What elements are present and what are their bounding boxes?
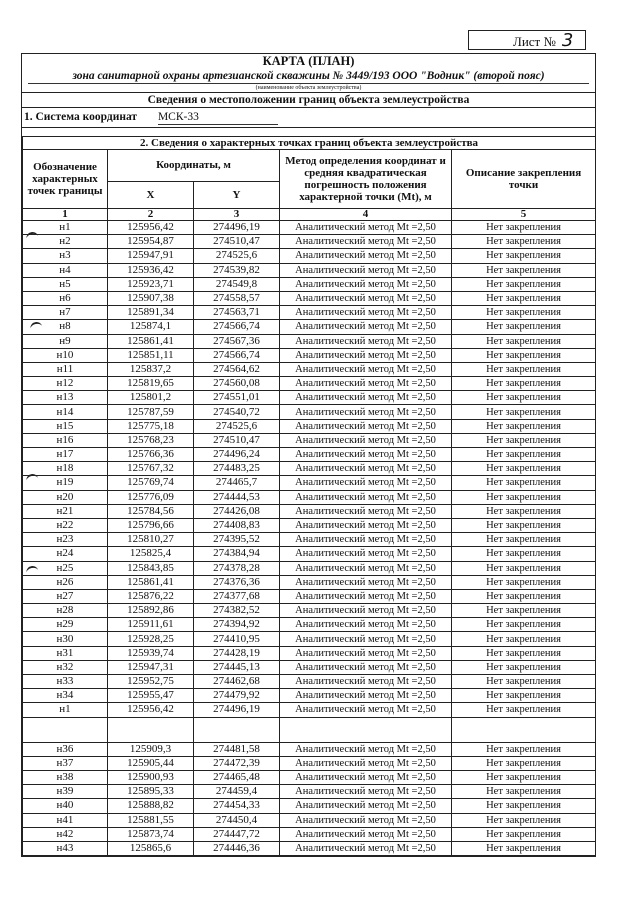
fix-cell: Нет закрепления xyxy=(452,770,596,784)
point-name: н5 xyxy=(23,277,108,291)
table-row xyxy=(23,348,596,362)
coord-y: 274567,36 xyxy=(194,334,280,348)
coord-x: 125810,27 xyxy=(108,533,194,547)
coord-y: 274395,52 xyxy=(194,533,280,547)
coord-system-value: МСК-33 xyxy=(158,110,278,125)
fix-cell: Нет закрепления xyxy=(452,235,596,249)
coord-y: 274447,72 xyxy=(194,827,280,841)
coord-x: 125861,41 xyxy=(108,575,194,589)
coord-y: 274465,7 xyxy=(194,476,280,490)
method-cell: Аналитический метод Mt =2,50 xyxy=(280,235,452,249)
coord-x: 125843,85 xyxy=(108,561,194,575)
table-row xyxy=(23,504,596,518)
method-cell: Аналитический метод Mt =2,50 xyxy=(280,334,452,348)
coord-x: 125874,1 xyxy=(108,320,194,334)
coord-y: 274539,82 xyxy=(194,263,280,277)
separator-row xyxy=(23,717,596,742)
table-row xyxy=(23,813,596,827)
method-cell: Аналитический метод Mt =2,50 xyxy=(280,405,452,419)
fix-cell: Нет закрепления xyxy=(452,348,596,362)
coord-x: 125928,25 xyxy=(108,632,194,646)
fix-cell: Нет закрепления xyxy=(452,249,596,263)
object-name: зона санитарной охраны артезианской скважины № 3449/193 ООО "Водник" (второй пояс) xyxy=(28,69,589,84)
sheet-label: Лист № xyxy=(513,34,556,49)
method-cell: Аналитический метод Mt =2,50 xyxy=(280,827,452,841)
sheet-number-box xyxy=(468,30,586,50)
fix-cell: Нет закрепления xyxy=(452,391,596,405)
coord-y: 274560,08 xyxy=(194,377,280,391)
coord-x: 125956,42 xyxy=(108,221,194,235)
table-row xyxy=(23,589,596,603)
coord-y: 274483,25 xyxy=(194,462,280,476)
table-row xyxy=(23,419,596,433)
method-cell: Аналитический метод Mt =2,50 xyxy=(280,604,452,618)
table-row xyxy=(23,362,596,376)
table-row xyxy=(23,756,596,770)
table-row xyxy=(23,632,596,646)
method-cell: Аналитический метод Mt =2,50 xyxy=(280,533,452,547)
point-name: н29 xyxy=(23,618,108,632)
coord-x: 125768,23 xyxy=(108,433,194,447)
point-name: н8 xyxy=(23,320,108,334)
point-name: н6 xyxy=(23,291,108,305)
table-row xyxy=(23,334,596,348)
point-name: н14 xyxy=(23,405,108,419)
table-row xyxy=(23,799,596,813)
col-number: 4 xyxy=(280,209,452,221)
method-cell: Аналитический метод Mt =2,50 xyxy=(280,660,452,674)
point-name: н38 xyxy=(23,770,108,784)
method-cell: Аналитический метод Mt =2,50 xyxy=(280,689,452,703)
col-number: 1 xyxy=(23,209,108,221)
table-row xyxy=(23,675,596,689)
point-name: н33 xyxy=(23,675,108,689)
fix-cell: Нет закрепления xyxy=(452,533,596,547)
coord-y: 274382,52 xyxy=(194,604,280,618)
table-row xyxy=(23,306,596,320)
method-cell: Аналитический метод Mt =2,50 xyxy=(280,419,452,433)
fix-cell: Нет закрепления xyxy=(452,742,596,756)
coord-y: 274377,68 xyxy=(194,589,280,603)
coord-y: 274525,6 xyxy=(194,249,280,263)
coord-x: 125892,86 xyxy=(108,604,194,618)
table-row xyxy=(23,405,596,419)
coord-x: 125851,11 xyxy=(108,348,194,362)
coord-y: 274465,48 xyxy=(194,770,280,784)
coord-x: 125819,65 xyxy=(108,377,194,391)
point-name: н19 xyxy=(23,476,108,490)
method-cell: Аналитический метод Mt =2,50 xyxy=(280,561,452,575)
point-name: н31 xyxy=(23,646,108,660)
fix-cell: Нет закрепления xyxy=(452,632,596,646)
table-row xyxy=(23,533,596,547)
col-coords-header: Координаты, м xyxy=(108,150,280,182)
coord-x: 125766,36 xyxy=(108,448,194,462)
point-name: н25 xyxy=(23,561,108,575)
coord-y: 274481,58 xyxy=(194,742,280,756)
table-row xyxy=(23,291,596,305)
method-cell: Аналитический метод Mt =2,50 xyxy=(280,618,452,632)
coord-x: 125801,2 xyxy=(108,391,194,405)
fix-cell: Нет закрепления xyxy=(452,448,596,462)
point-name: н41 xyxy=(23,813,108,827)
coord-x: 125775,18 xyxy=(108,419,194,433)
coord-x: 125776,09 xyxy=(108,490,194,504)
point-name: н17 xyxy=(23,448,108,462)
coord-x: 125865,6 xyxy=(108,841,194,855)
fix-cell: Нет закрепления xyxy=(452,419,596,433)
method-cell: Аналитический метод Mt =2,50 xyxy=(280,756,452,770)
method-cell: Аналитический метод Mt =2,50 xyxy=(280,291,452,305)
coord-y: 274479,92 xyxy=(194,689,280,703)
coord-x: 125881,55 xyxy=(108,813,194,827)
coord-y: 274496,24 xyxy=(194,448,280,462)
point-name: н15 xyxy=(23,419,108,433)
coord-y: 274450,4 xyxy=(194,813,280,827)
table-row xyxy=(23,235,596,249)
fix-cell: Нет закрепления xyxy=(452,263,596,277)
method-cell: Аналитический метод Mt =2,50 xyxy=(280,841,452,855)
point-name: н4 xyxy=(23,263,108,277)
table-row xyxy=(23,660,596,674)
method-cell: Аналитический метод Mt =2,50 xyxy=(280,742,452,756)
point-name: н16 xyxy=(23,433,108,447)
point-name: н34 xyxy=(23,689,108,703)
method-cell: Аналитический метод Mt =2,50 xyxy=(280,476,452,490)
fix-cell: Нет закрепления xyxy=(452,689,596,703)
coord-y: 274540,72 xyxy=(194,405,280,419)
section-points-heading: 2. Сведения о характерных точках границ объекта землеустройства xyxy=(23,137,596,150)
point-name: н40 xyxy=(23,799,108,813)
method-cell: Аналитический метод Mt =2,50 xyxy=(280,277,452,291)
coord-x: 125909,3 xyxy=(108,742,194,756)
fix-cell: Нет закрепления xyxy=(452,660,596,674)
coord-x: 125936,42 xyxy=(108,263,194,277)
col-fix-header: Описание закрепления точки xyxy=(452,150,596,209)
coord-x: 125905,44 xyxy=(108,756,194,770)
method-cell: Аналитический метод Mt =2,50 xyxy=(280,632,452,646)
points-rows xyxy=(23,221,596,856)
section-location-heading: Сведения о местоположении границ объекта землеустройства xyxy=(22,92,595,108)
fix-cell: Нет закрепления xyxy=(452,334,596,348)
coord-y: 274410,95 xyxy=(194,632,280,646)
coord-x: 125767,32 xyxy=(108,462,194,476)
table-row xyxy=(23,249,596,263)
sheet-number: 3 xyxy=(561,30,574,51)
coord-x: 125907,38 xyxy=(108,291,194,305)
coord-x: 125952,75 xyxy=(108,675,194,689)
method-cell: Аналитический метод Mt =2,50 xyxy=(280,770,452,784)
object-name-caption: (наименование объекта землеустройства) xyxy=(255,85,362,91)
method-cell: Аналитический метод Mt =2,50 xyxy=(280,362,452,376)
coord-y: 274564,62 xyxy=(194,362,280,376)
coord-y: 274472,39 xyxy=(194,756,280,770)
empty-cell xyxy=(108,717,194,742)
coord-y: 274459,4 xyxy=(194,785,280,799)
fix-cell: Нет закрепления xyxy=(452,813,596,827)
col-number: 2 xyxy=(108,209,194,221)
fix-cell: Нет закрепления xyxy=(452,827,596,841)
coord-y: 274510,47 xyxy=(194,433,280,447)
table-row xyxy=(23,547,596,561)
table-row xyxy=(23,377,596,391)
fix-cell: Нет закрепления xyxy=(452,490,596,504)
table-row xyxy=(23,263,596,277)
table-row xyxy=(23,462,596,476)
coord-y: 274394,92 xyxy=(194,618,280,632)
coord-y: 274446,36 xyxy=(194,841,280,855)
coord-y: 274525,6 xyxy=(194,419,280,433)
fix-cell: Нет закрепления xyxy=(452,306,596,320)
method-cell: Аналитический метод Mt =2,50 xyxy=(280,675,452,689)
method-cell: Аналитический метод Mt =2,50 xyxy=(280,575,452,589)
point-name: н39 xyxy=(23,785,108,799)
point-name: н43 xyxy=(23,841,108,855)
table-row xyxy=(23,448,596,462)
point-name: н12 xyxy=(23,377,108,391)
coord-y: 274563,71 xyxy=(194,306,280,320)
point-name: н32 xyxy=(23,660,108,674)
coord-x: 125900,93 xyxy=(108,770,194,784)
point-name: н11 xyxy=(23,362,108,376)
fix-cell: Нет закрепления xyxy=(452,362,596,376)
table-row xyxy=(23,646,596,660)
coord-x: 125873,74 xyxy=(108,827,194,841)
coord-y: 274551,01 xyxy=(194,391,280,405)
coord-y: 274454,33 xyxy=(194,799,280,813)
table-row xyxy=(23,320,596,334)
coord-x: 125861,41 xyxy=(108,334,194,348)
fix-cell: Нет закрепления xyxy=(452,504,596,518)
point-name: н26 xyxy=(23,575,108,589)
coord-x: 125954,87 xyxy=(108,235,194,249)
point-name: н23 xyxy=(23,533,108,547)
document-frame xyxy=(21,53,596,857)
point-name: н10 xyxy=(23,348,108,362)
coord-x: 125769,74 xyxy=(108,476,194,490)
point-name: н1 xyxy=(23,703,108,717)
coord-y: 274408,83 xyxy=(194,518,280,532)
fix-cell: Нет закрепления xyxy=(452,320,596,334)
fix-cell: Нет закрепления xyxy=(452,547,596,561)
coord-x: 125876,22 xyxy=(108,589,194,603)
method-cell: Аналитический метод Mt =2,50 xyxy=(280,306,452,320)
fix-cell: Нет закрепления xyxy=(452,756,596,770)
point-name: н42 xyxy=(23,827,108,841)
table-row xyxy=(23,518,596,532)
point-name: н21 xyxy=(23,504,108,518)
coord-y: 274510,47 xyxy=(194,235,280,249)
fix-cell: Нет закрепления xyxy=(452,462,596,476)
page-title: КАРТА (ПЛАН) xyxy=(262,54,355,68)
point-name: н22 xyxy=(23,518,108,532)
fix-cell: Нет закрепления xyxy=(452,518,596,532)
col-name-header: Обозначение характерных точек границы xyxy=(23,150,108,209)
coord-y: 274566,74 xyxy=(194,348,280,362)
col-method-header: Метод определения координат и средняя квадратическая погрешность положения характерной точки (Mt), м xyxy=(280,150,452,209)
coord-y: 274384,94 xyxy=(194,547,280,561)
method-cell: Аналитический метод Mt =2,50 xyxy=(280,785,452,799)
coord-y: 274428,19 xyxy=(194,646,280,660)
coord-system-line xyxy=(22,108,595,127)
table-row xyxy=(23,703,596,717)
method-cell: Аналитический метод Mt =2,50 xyxy=(280,703,452,717)
point-name: н13 xyxy=(23,391,108,405)
table-row xyxy=(23,785,596,799)
fix-cell: Нет закрепления xyxy=(452,277,596,291)
point-name: н3 xyxy=(23,249,108,263)
point-name: н9 xyxy=(23,334,108,348)
method-cell: Аналитический метод Mt =2,50 xyxy=(280,320,452,334)
spacer xyxy=(22,127,595,136)
fix-cell: Нет закрепления xyxy=(452,221,596,235)
empty-cell xyxy=(452,717,596,742)
fix-cell: Нет закрепления xyxy=(452,561,596,575)
points-table xyxy=(22,136,596,856)
point-name: н30 xyxy=(23,632,108,646)
method-cell: Аналитический метод Mt =2,50 xyxy=(280,589,452,603)
point-name: н28 xyxy=(23,604,108,618)
fix-cell: Нет закрепления xyxy=(452,841,596,855)
table-row xyxy=(23,618,596,632)
table-row xyxy=(23,277,596,291)
table-row xyxy=(23,575,596,589)
coord-y: 274549,8 xyxy=(194,277,280,291)
coord-x: 125784,56 xyxy=(108,504,194,518)
fix-cell: Нет закрепления xyxy=(452,618,596,632)
table-row xyxy=(23,391,596,405)
table-row xyxy=(23,476,596,490)
method-cell: Аналитический метод Mt =2,50 xyxy=(280,646,452,660)
method-cell: Аналитический метод Mt =2,50 xyxy=(280,813,452,827)
coord-x: 125911,61 xyxy=(108,618,194,632)
method-cell: Аналитический метод Mt =2,50 xyxy=(280,433,452,447)
coord-system-label: 1. Система координат xyxy=(24,111,138,123)
coord-y: 274378,28 xyxy=(194,561,280,575)
method-cell: Аналитический метод Mt =2,50 xyxy=(280,547,452,561)
coord-x: 125955,47 xyxy=(108,689,194,703)
method-cell: Аналитический метод Mt =2,50 xyxy=(280,518,452,532)
method-cell: Аналитический метод Mt =2,50 xyxy=(280,348,452,362)
table-row xyxy=(23,490,596,504)
point-name: н24 xyxy=(23,547,108,561)
coord-y: 274558,57 xyxy=(194,291,280,305)
fix-cell: Нет закрепления xyxy=(452,675,596,689)
coord-x: 125837,2 xyxy=(108,362,194,376)
method-cell: Аналитический метод Mt =2,50 xyxy=(280,377,452,391)
point-name: н2 xyxy=(23,235,108,249)
point-name: н36 xyxy=(23,742,108,756)
col-number: 3 xyxy=(194,209,280,221)
point-name: н7 xyxy=(23,306,108,320)
method-cell: Аналитический метод Mt =2,50 xyxy=(280,504,452,518)
coord-x: 125923,71 xyxy=(108,277,194,291)
table-row xyxy=(23,770,596,784)
fix-cell: Нет закрепления xyxy=(452,799,596,813)
empty-cell xyxy=(23,717,108,742)
col-number: 5 xyxy=(452,209,596,221)
empty-cell xyxy=(194,717,280,742)
coord-x: 125891,34 xyxy=(108,306,194,320)
fix-cell: Нет закрепления xyxy=(452,405,596,419)
coord-y: 274496,19 xyxy=(194,703,280,717)
point-name: н37 xyxy=(23,756,108,770)
fix-cell: Нет закрепления xyxy=(452,377,596,391)
fix-cell: Нет закрепления xyxy=(452,589,596,603)
coord-y: 274444,53 xyxy=(194,490,280,504)
table-row xyxy=(23,689,596,703)
table-row xyxy=(23,221,596,235)
fix-cell: Нет закрепления xyxy=(452,575,596,589)
method-cell: Аналитический метод Mt =2,50 xyxy=(280,263,452,277)
coord-y: 274376,36 xyxy=(194,575,280,589)
point-name: н20 xyxy=(23,490,108,504)
coord-x: 125939,74 xyxy=(108,646,194,660)
point-name: н18 xyxy=(23,462,108,476)
table-row xyxy=(23,561,596,575)
fix-cell: Нет закрепления xyxy=(452,433,596,447)
col-x-header: X xyxy=(108,181,194,208)
method-cell: Аналитический метод Mt =2,50 xyxy=(280,490,452,504)
coord-x: 125787,59 xyxy=(108,405,194,419)
coord-y: 274445,13 xyxy=(194,660,280,674)
coord-x: 125895,33 xyxy=(108,785,194,799)
table-row xyxy=(23,841,596,855)
method-cell: Аналитический метод Mt =2,50 xyxy=(280,462,452,476)
coord-x: 125796,66 xyxy=(108,518,194,532)
fix-cell: Нет закрепления xyxy=(452,646,596,660)
coord-x: 125888,82 xyxy=(108,799,194,813)
coord-y: 274496,19 xyxy=(194,221,280,235)
coord-x: 125825,4 xyxy=(108,547,194,561)
table-row xyxy=(23,433,596,447)
fix-cell: Нет закрепления xyxy=(452,291,596,305)
fix-cell: Нет закрепления xyxy=(452,703,596,717)
method-cell: Аналитический метод Mt =2,50 xyxy=(280,448,452,462)
fix-cell: Нет закрепления xyxy=(452,476,596,490)
point-name: н27 xyxy=(23,589,108,603)
coord-x: 125956,42 xyxy=(108,703,194,717)
point-name: н1 xyxy=(23,221,108,235)
method-cell: Аналитический метод Mt =2,50 xyxy=(280,799,452,813)
table-row xyxy=(23,604,596,618)
coord-y: 274462,68 xyxy=(194,675,280,689)
empty-cell xyxy=(280,717,452,742)
coord-y: 274566,74 xyxy=(194,320,280,334)
fix-cell: Нет закрепления xyxy=(452,785,596,799)
col-y-header: Y xyxy=(194,181,280,208)
method-cell: Аналитический метод Mt =2,50 xyxy=(280,221,452,235)
coord-x: 125947,31 xyxy=(108,660,194,674)
method-cell: Аналитический метод Mt =2,50 xyxy=(280,391,452,405)
coord-x: 125947,91 xyxy=(108,249,194,263)
table-row xyxy=(23,827,596,841)
coord-y: 274426,08 xyxy=(194,504,280,518)
fix-cell: Нет закрепления xyxy=(452,604,596,618)
table-row xyxy=(23,742,596,756)
method-cell: Аналитический метод Mt =2,50 xyxy=(280,249,452,263)
